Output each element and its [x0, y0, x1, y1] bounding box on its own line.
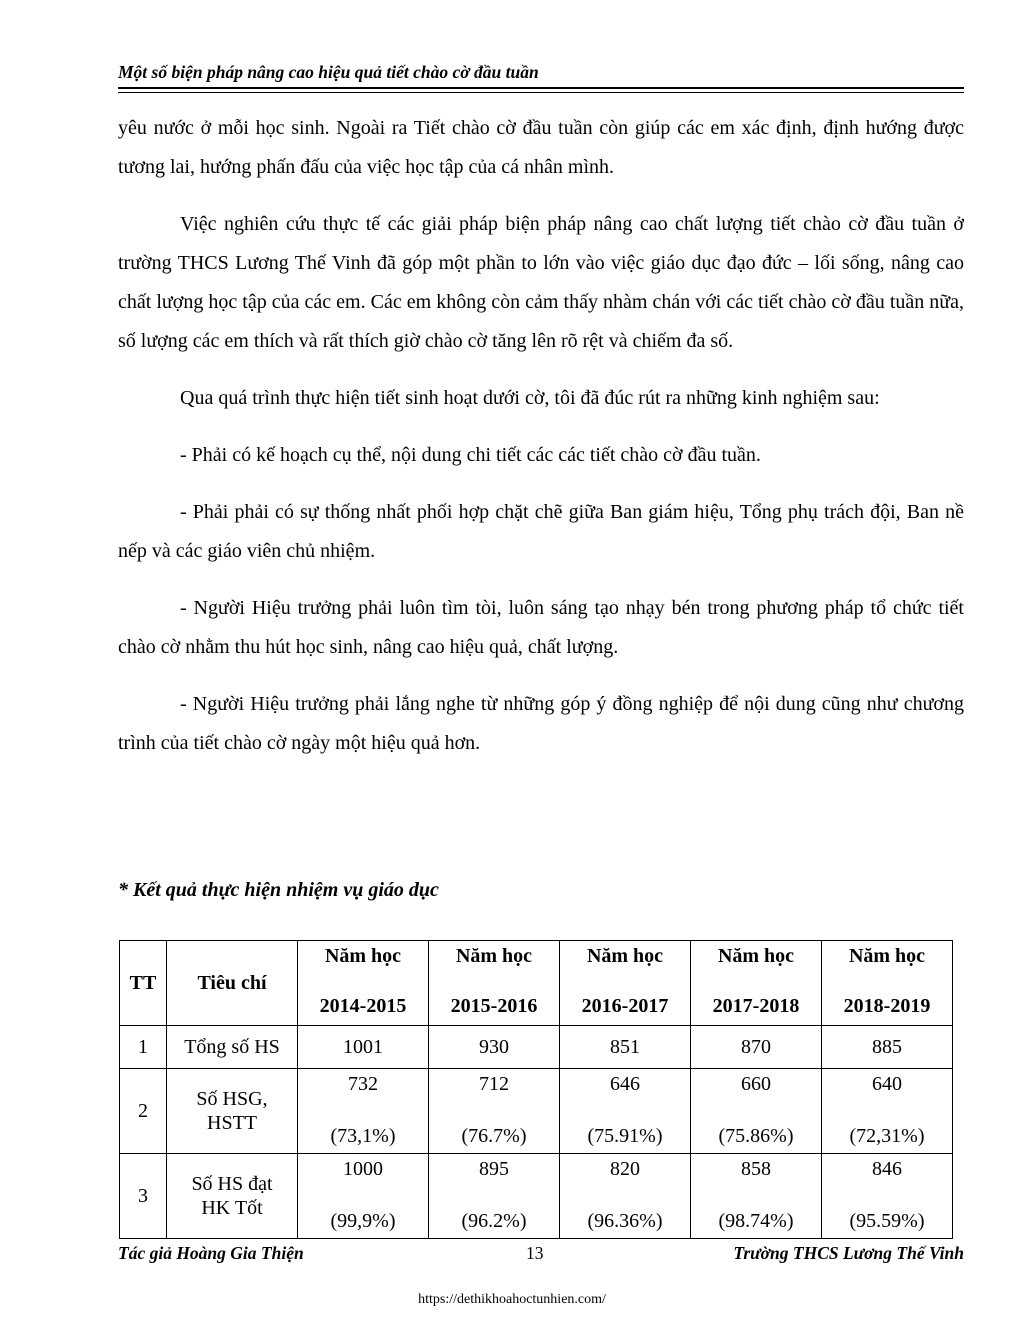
bullet-creativity: - Người Hiệu trưởng phải luôn tìm tòi, luôn sáng tạo nhạy bén trong phương pháp tổ chức tiết chào cờ nhằm thu hút học sinh, nâng cao hiệu quả, chất lượng. — [118, 597, 964, 658]
row-1-criteria: Tổng số HS — [167, 1026, 298, 1069]
row-3-tt: 3 — [120, 1154, 167, 1239]
row-1-value: 1001 — [298, 1026, 429, 1069]
table-header-row — [120, 941, 953, 1026]
header-year-5: Năm học 2018-2019 — [822, 941, 953, 1026]
header-rule-thin — [118, 92, 964, 93]
row-3-criteria: Số HS đạt HK Tốt — [167, 1154, 298, 1239]
row-1-tt: 1 — [120, 1026, 167, 1069]
footer-school: Trường THCS Lương Thế Vinh — [733, 1243, 964, 1263]
row-1-value: 851 — [560, 1026, 691, 1069]
row-3-value: 1000 (99,9%) — [298, 1154, 429, 1239]
row-2-value: 712 (76.7%) — [429, 1069, 560, 1154]
row-3-value: 858 (98.74%) — [691, 1154, 822, 1239]
page-number: 13 — [526, 1243, 544, 1263]
row-3-value: 895 (96.2%) — [429, 1154, 560, 1239]
row-2-tt: 2 — [120, 1069, 167, 1154]
row-3-value: 820 (96.36%) — [560, 1154, 691, 1239]
body-text — [118, 109, 964, 781]
header-rule-thick — [118, 87, 964, 89]
table-row — [120, 1154, 953, 1239]
header-tt: TT — [120, 941, 167, 1026]
table-row — [120, 1026, 953, 1069]
paragraph-research: Việc nghiên cứu thực tế các giải pháp biện pháp nâng cao chất lượng tiết chào cờ đầu tuần ở trường THCS Lương Thế Vinh đã góp một phần to lớn vào việc giáo dục đạo đức – lối sống, nâng cao chất lượng học tập của các em. Các em không còn cảm thấy nhàm chán với các tiết chào cờ đầu tuần nữa, số lượng các em thích và rất thích giờ chào cờ tăng lên rõ rệt và chiếm đa số. — [118, 213, 964, 352]
header-year-4: Năm học 2017-2018 — [691, 941, 822, 1026]
header-year-3: Năm học 2016-2017 — [560, 941, 691, 1026]
footer-author: Tác giả Hoàng Gia Thiện — [118, 1243, 304, 1263]
results-table — [119, 940, 953, 1239]
bullet-coordination: - Phải phải có sự thống nhất phối hợp chặt chẽ giữa Ban giám hiệu, Tổng phụ trách đội, Ban nề nếp và các giáo viên chủ nhiệm. — [118, 501, 964, 562]
running-header: Một số biện pháp nâng cao hiệu quả tiết chào cờ đầu tuần — [118, 62, 539, 82]
row-1-value: 870 — [691, 1026, 822, 1069]
page-footer — [118, 1243, 964, 1264]
paragraph-experience-intro: Qua quá trình thực hiện tiết sinh hoạt dưới cờ, tôi đã đúc rút ra những kinh nghiệm sau: — [180, 387, 880, 409]
row-1-value: 930 — [429, 1026, 560, 1069]
row-2-value: 732 (73,1%) — [298, 1069, 429, 1154]
bullet-feedback: - Người Hiệu trưởng phải lắng nghe từ những góp ý đồng nghiệp để nội dung cũng như chương trình của tiết chào cờ ngày một hiệu quả hơn. — [118, 693, 964, 754]
row-2-value: 660 (75.86%) — [691, 1069, 822, 1154]
table-row — [120, 1069, 953, 1154]
source-url[interactable]: https://dethikhoahoctunhien.com/ — [418, 1292, 606, 1307]
row-1-value: 885 — [822, 1026, 953, 1069]
header-criteria: Tiêu chí — [167, 941, 298, 1026]
header-year-2: Năm học 2015-2016 — [429, 941, 560, 1026]
header-year-1: Năm học 2014-2015 — [298, 941, 429, 1026]
row-3-value: 846 (95.59%) — [822, 1154, 953, 1239]
bullet-plan: - Phải có kế hoạch cụ thể, nội dung chi tiết các các tiết chào cờ đầu tuần. — [180, 444, 761, 466]
paragraph-continuation: yêu nước ở mỗi học sinh. Ngoài ra Tiết chào cờ đầu tuần còn giúp các em xác định, định hướng được tương lai, hướng phấn đấu của việc học tập của cá nhân mình. — [118, 117, 964, 178]
row-2-criteria: Số HSG, HSTT — [167, 1069, 298, 1154]
section-title: * Kết quả thực hiện nhiệm vụ giáo dục — [118, 879, 439, 901]
row-2-value: 646 (75.91%) — [560, 1069, 691, 1154]
row-2-value: 640 (72,31%) — [822, 1069, 953, 1154]
